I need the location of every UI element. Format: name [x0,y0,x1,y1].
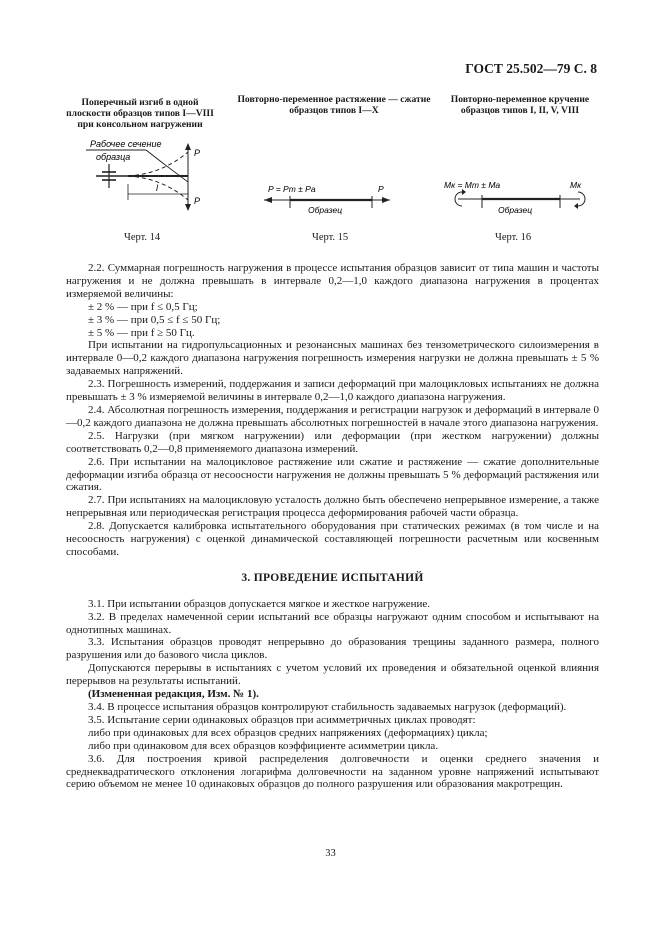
figure-16-sample-label: Образец [498,205,533,215]
paragraph-3-6: 3.6. Для построения кривой распределения долговечности и оценки среднего значения и среднеквадратического отклонения логарифма долговечности на заданном уровне напряжений испытывают серию объемом не менее 10 одинаковых образцов до полного разрушения или образования макротрещин. [66,752,599,791]
figure-14-caption: Поперечный изгиб в одной плоскости образцов типов I—VIII при консольном нагружении [66,97,214,130]
section-3-heading: 3. ПРОВЕДЕНИЕ ИСПЫТАНИЙ [241,571,424,584]
paragraph-3-3: 3.3. Испытания образцов проводят непрерывно до образования трещины заданного размера, полного разрушения или до базового числа циклов. [66,636,599,662]
page-header: ГОСТ 25.502—79 С. 8 [465,61,597,76]
paragraph-2-2-hydropulse: При испытании на гидропульсационных и резонансных машинах без тензометрического силоизмерения в интервале 0—0,2 каждого диапазона нагружения погрешность измерения нагрузки не должна превышать ± 5 % задаваемых напряжений. [66,339,599,378]
paragraph-3-5-option-2: либо при одинаковом для всех образцов коэффициенте асимметрии цикла. [88,739,439,752]
figure-15-sample-label: Образец [308,205,343,215]
amendment-note: (Измененная редакция, Изм. № 1). [88,688,259,701]
figure-16-drawing [442,176,592,220]
figure-14-drawing [82,134,212,226]
paragraph-3-2: 3.2. В пределах намеченной серии испытаний все образцы нагружают одним способом и испытывают на однотипных машинах. [66,610,599,636]
paragraph-2-8: 2.8. Допускается калибровка испытательного оборудования при статических режимах (в том числе и на несоосность нагружения) с оценкой динамической составляющей погрешности расчетным или косвенным способами. [66,520,599,558]
figure-14-force-label-bottom: P [194,196,201,206]
paragraph-3-5-option-1: либо при одинаковых для всех образцов средних напряжениях (деформациях) цикла; [88,726,488,739]
figure-14-length-label: l [156,183,158,193]
figure-14-force-label-top: P [194,148,201,158]
figure-15-formula: P = Pm ± Pa [268,184,316,194]
paragraph-2-7: 2.7. При испытаниях на малоцикловую усталость должно быть обеспечено непрерывное измерение, а также непрерывная или периодическая регистрация процесса деформирования рабочей части образца. [66,494,599,520]
tolerance-item-1: ± 2 % — при f ≤ 0,5 Гц; [88,300,198,313]
figure-14-section-label-2: образца [96,152,131,162]
figure-14-section-label-1: Рабочее сечение [90,139,162,149]
figure-15-force-label: P [378,184,384,194]
figure-15-label: Черт. 15 [312,232,349,243]
paragraph-2-2: 2.2. Суммарная погрешность нагружения в процессе испытания образцов зависит от типа машин и частоты нагружения и не должна превышать в интервале 0,2—1,0 каждого диапазона нагружения в процентах измеряемой величины: [66,262,599,300]
figure-16-caption: Повторно-переменное кручение образцов типов I, II, V, VIII [450,94,590,116]
paragraph-2-6: 2.6. При испытании на малоцикловое растяжение или сжатие и растяжение — сжатие дополнительные деформации изгиба образца от несоосности нагружения не должны превышать 5 % деформаций растяжения или сжатия. [66,455,599,494]
figure-15-drawing [262,180,392,220]
paragraph-3-3-interruptions: Допускаются перерывы в испытаниях с учетом условий их проведения и обязательной оценкой влияния перерывов на результаты испытаний. [66,662,599,688]
tolerance-item-3: ± 5 % — при f ≥ 50 Гц. [88,326,195,339]
paragraph-3-5: 3.5. Испытание серии одинаковых образцов при асимметричных циклах проводят: [88,713,476,726]
paragraph-2-3: 2.3. Погрешность измерений, поддержания и записи деформаций при малоцикловых испытаниях не должна превышать ± 3 % измеряемой величины в интервале 0,2—1,0 каждого диапазона нагружения. [66,378,599,404]
paragraph-2-4: 2.4. Абсолютная погрешность измерения, поддержания и регистрации нагрузок и деформаций в интервале 0—0,2 каждого диапазона не должна превышать абсолютных погрешностей в начале этого диапазона нагружения. [66,403,599,429]
page-number: 33 [325,848,336,859]
body-text [66,262,599,791]
tolerance-item-2: ± 3 % — при 0,5 ≤ f ≤ 50 Гц; [88,313,221,326]
figure-14-label: Черт. 14 [124,232,161,243]
paragraph-3-4: 3.4. В процессе испытания образцов контролируют стабильность задаваемых нагрузок (деформаций). [88,701,567,713]
figure-16-label: Черт. 16 [495,232,532,243]
paragraph-3-1: 3.1. При испытании образцов допускается мягкое и жесткое нагружение. [88,597,431,610]
paragraph-2-5: 2.5. Нагрузки (при мягком нагружении) или деформации (при жестком нагружении) должны соответствовать 0,2—0,8 применяемого диапазона измерений. [66,429,599,455]
figure-15-caption: Повторно-переменное растяжение — сжатие образцов типов I—X [237,94,431,116]
figure-16-formula: Mк = Mm ± Ma [444,180,501,190]
figure-16-torque-label: Mк [570,180,582,190]
